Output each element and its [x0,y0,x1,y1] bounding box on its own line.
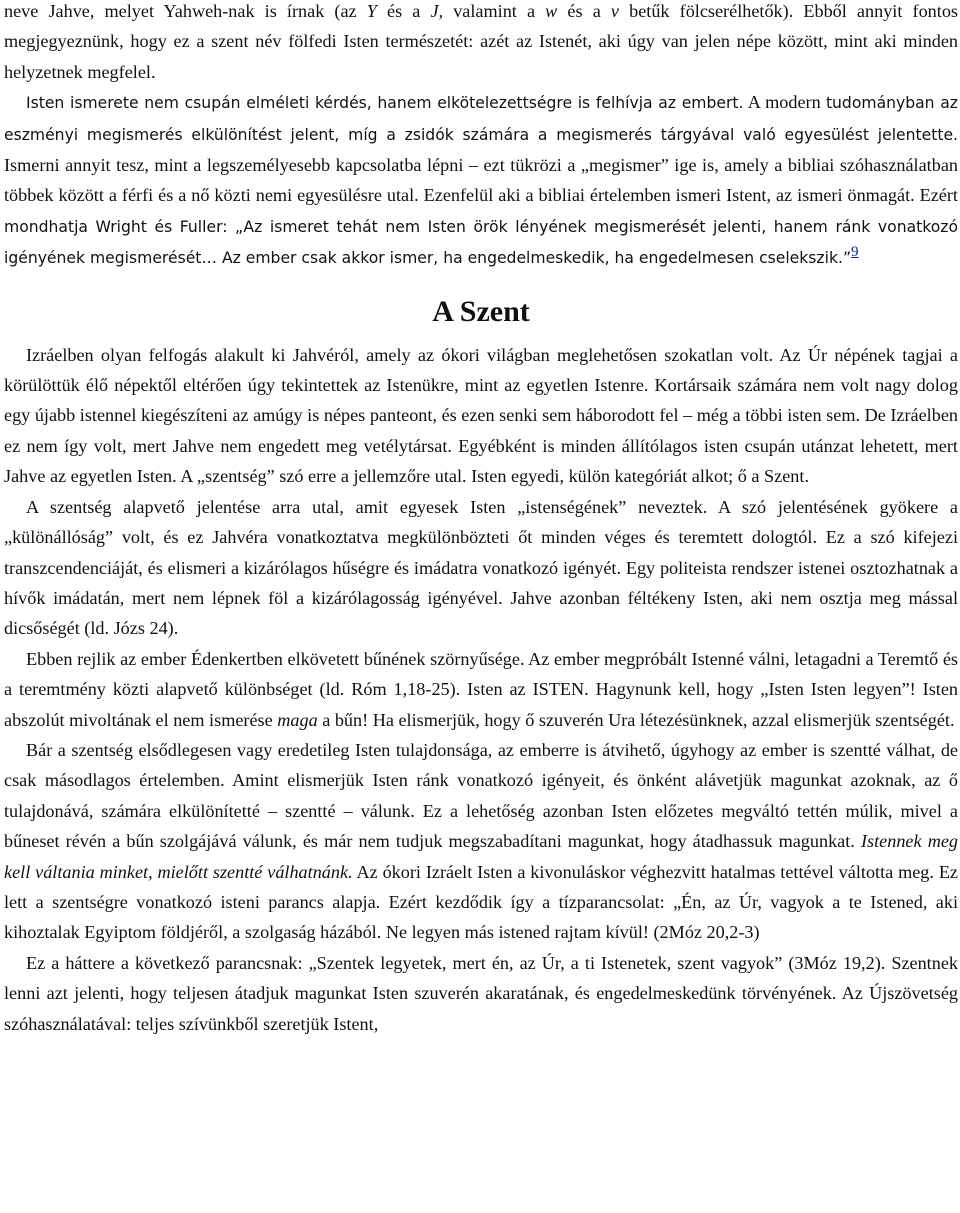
paragraph-6 [4,735,958,948]
text-run: valamint a [443,1,546,21]
text-run: és a [557,1,611,21]
text-run: Az ókori Izráelt Isten a kivonuláskor véghezvitt hatalmas tettével váltotta meg. Ez lett a szentségre vonatkozó isteni parancs alapja. Ezért kezdődik így a tízparancsolat: „Én, az Úr, vagyok a te Istened, aki kihoztalak Egyiptom földjéről, a szolgaság házából. Ne legyen más istened rajtam kívül! (2Móz 20,2-3) [4,861,958,943]
text-run: neve Jahve, melyet Yahweh-nak is írnak (az [4,1,367,21]
italic-run: w [545,1,558,21]
text-run: és a [376,1,431,21]
document-page [4,0,958,1039]
text-run: Ismerni annyit tesz, mint a legszemélyesebb kapcsolatba lépni – ezt tükrözi a „megismer” ige is, amely a bibliai szóhasználatban többek között a férfi és a nő közti nemi egyesülésre utal. Ezenfelül aki a bibliai értelemben ismeri Istent, az ismeri önmagát. Ezért [4,155,958,206]
text-run: betűk fölcserélhetők). Ebből annyit fontos megjegyeznünk, hogy ez a szent név fölfedi Isten természetét: azét az Istenét, aki úgy van jelen népe között, mint aki minden helyzetnek megfelel. [4,1,958,82]
paragraph-5 [4,644,958,735]
footnote-link[interactable]: 9 [851,244,859,261]
italic-run: Istennek meg kell váltania minket, mielőtt szentté válhatnánk. [4,831,958,882]
text-run: a bűn! Ha elismerjük, hogy ő szuverén Ura létezésünknek, azzal elismerjük szentségét. [317,709,955,730]
text-run: Ebben rejlik az ember Édenkertben elkövetett bűnének szörnyűsége. Az ember megpróbált Istenné válni, letagadni a Teremtő és a teremtmény közti alapvető különbséget (ld. Róm 1,18-25). Isten az ISTEN. Hagynunk kell, hogy „Isten Isten legyen”! Isten abszolút mivoltának el nem ismerése [4,648,958,730]
paragraph-4: A szentség alapvető jelentése arra utal, amit egyesek Isten „istenségének” neveztek. A szó jelentésének gyökere a „különállóság” volt, és ez Jahvéra vonatkoztatva megkülönbözteti őt minden véges és teremtett dologtól. Ez a szó kifejezi transzcendenciáját, és elismeri a kizárólagos hűségre és imádatra vonatkozó igényét. Egy politeista rendszer istenei osztozhatnak a hívők imádatán, mert nem lépnek föl a kizárólagosság igényével. Jahve azonban féltékeny Isten, aki nem osztja meg mással dicsőségét (ld. Józs 24). [4,496,958,639]
text-run-sans: Isten ismerete nem csupán elméleti kérdés, hanem elkötelezettségre is felhívja az embert. [26,94,744,113]
italic-run: maga [277,709,318,730]
paragraph-1 [4,0,958,87]
italic-run: Y [366,1,377,21]
paragraph-7: Ez a háttere a következő parancsnak: „Szentek legyetek, mert én, az Úr, a ti Istenetek, szent vagyok” (3Móz 19,2). Szentnek lenni azt jelenti, hogy teljesen átadjuk magunkat Isten szuverén akaratának, és engedelmeskedünk törvényének. Az Újszövetség szóhasználatával: teljes szívünkből szeretjük Istent, [4,952,958,1034]
text-run: A modern [743,92,826,113]
section-heading: A Szent [432,294,530,328]
text-run-sans: tudományban az eszményi megismerés elkülönítést jelent, míg a zsidók számára a megismerés tárgyával való egyesülést jelentette. [4,94,958,144]
paragraph-2 [4,87,958,273]
paragraph-3: Izráelben olyan felfogás alakult ki Jahvéról, amely az ókori világban meglehetősen szokatlan volt. Az Úr népének tagjai a körülöttük élő népektől eltérően úgy tekintettek az Istenükre, mint az egyetlen Istenre. Kortársaik számára nem volt nagy dolog egy újabb istennel kiegészíteni az amúgy is népes panteont, és ezen senki sem háborodott fel – még a többi isten sem. De Izráelben ez nem így volt, mert Jahve nem engedett meg vetélytársat. Egyébként is minden állítólagos isten csupán utánzat lehetett, mert Jahve az egyetlen Isten. A „szentség” szó erre a jellemzőre utal. Isten egyedi, külön kategóriát alkot; ő a Szent. [4,344,958,487]
italic-run: v [610,1,619,21]
text-run: Bár a szentség elsődlegesen vagy eredetileg Isten tulajdonsága, az emberre is átvihető, úgyhogy az ember is szentté válhat, de csak másodlagos értelemben. Amint elismerjük Isten ránk vonatkozó igényeit, és önként alávetjük magunkat azoknak, az ő tulajdonává, számára elkülönítetté – szentté – válunk. Ez a lehetőség azonban Isten előzetes megváltó tettén múlik, mivel a bűneset révén a bűn szolgájává válunk, és már nem tudjuk megszabadítani magunkat, hogy átadhassuk magunkat. [4,739,958,852]
italic-run: J, [430,1,444,21]
text-run-sans: mondhatja Wright és Fuller: „Az ismeret tehát nem Isten örök lényének megismerését jelenti, hanem ránk vonatkozó igényének megismerését… Az ember csak akkor ismer, ha engedelmeskedik, ha engedelmesen cselekszik.” [4,217,958,268]
